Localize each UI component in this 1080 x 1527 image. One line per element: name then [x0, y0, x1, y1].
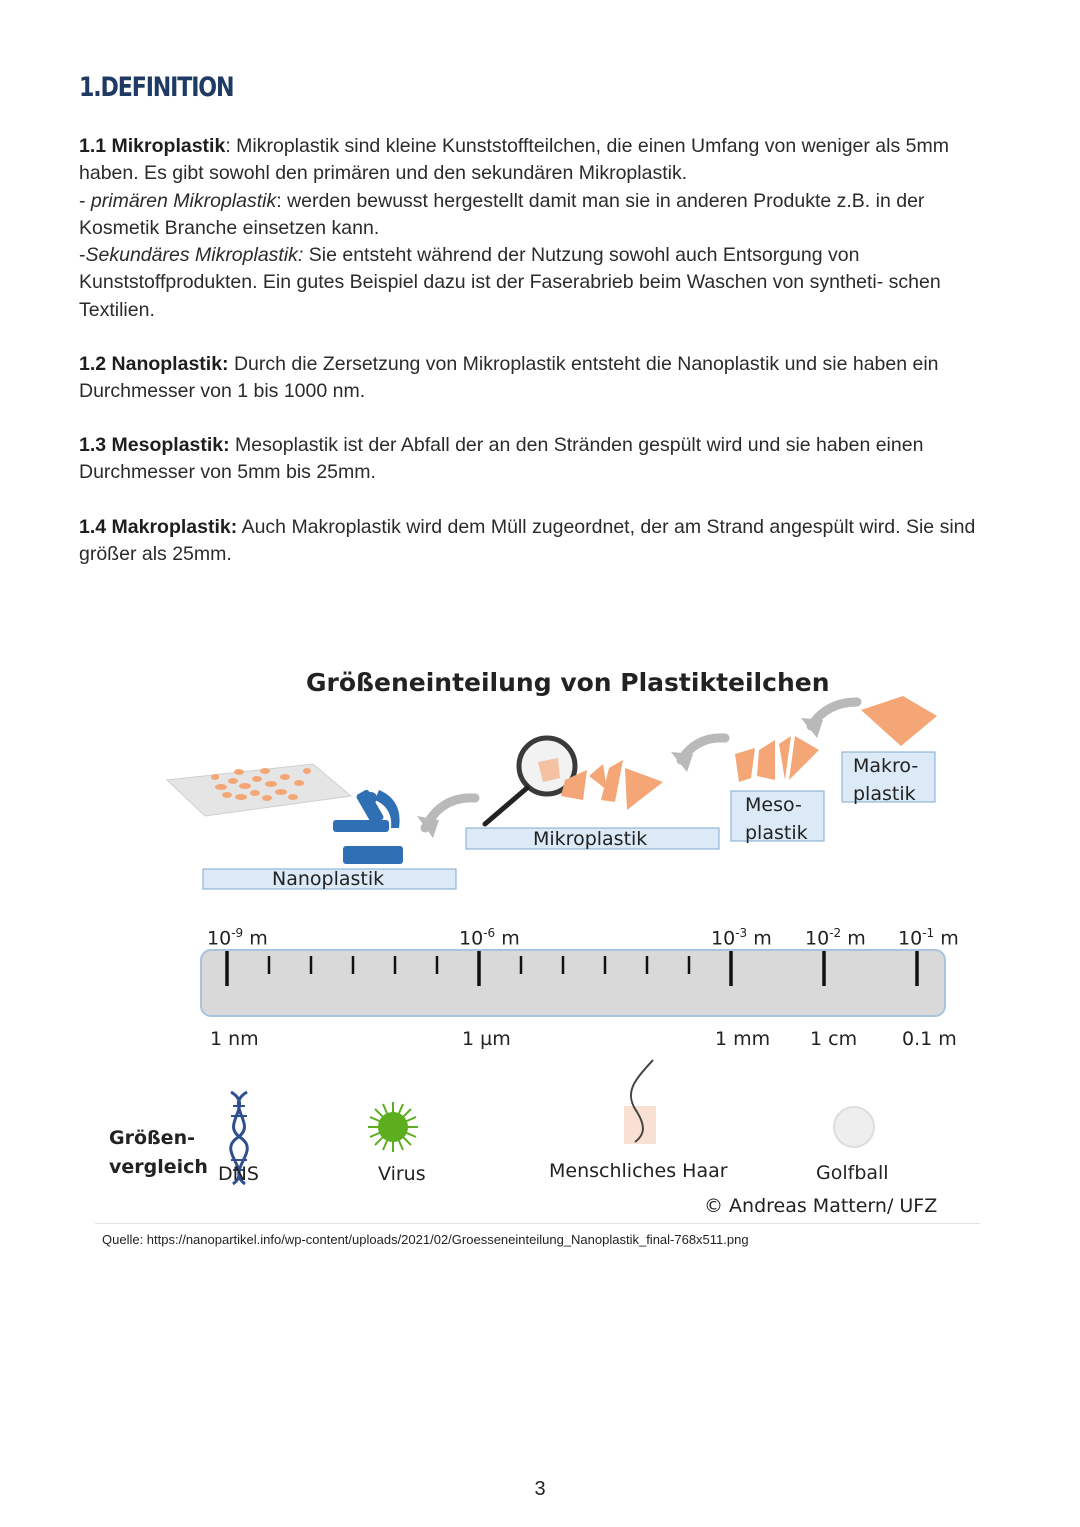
figure-credit: © Andreas Mattern/ UFZ [704, 1195, 938, 1217]
page-number: 3 [534, 1478, 546, 1500]
term-primaer: primären Mikroplastik [90, 189, 277, 212]
figure-divider [95, 1223, 980, 1224]
hair-label: Menschliches Haar [549, 1160, 728, 1182]
virus-icon [368, 1102, 418, 1152]
scale-label-top: $10^{-6}$ m [459, 926, 520, 950]
dns-label: DNS [218, 1163, 259, 1185]
nanoplastik-label: Nanoplastik [272, 868, 385, 890]
primaer-text: : werden bewusst hergestellt damit man sie in anderen Produkte z.B. in der Kosmetik Branche einsetzen kann. [79, 189, 925, 239]
definition-mikroplastik: 1.1 Mikroplastik: Mikroplastik sind kleine Kunststoffteilchen, die einen Umfang von weniger als 5mm haben. Es gibt sowohl den primären und den sekundären Mikroplastik. - primären Mikroplastik: werden bewusst hergestellt damit man sie in anderen Produkte z.B. in der Kosmetik Branche einsetzen kann. -Sekundäres Mikroplastik: Sie entsteht während der Nutzung sowohl auch Entsorgung von Kunststoffprodukten. Ein gutes Beispiel dazu ist der Faserabrieb beim Waschen von syntheti- schen Textilien. [79, 135, 949, 321]
definition-makroplastik: 1.4 Makroplastik: Auch Makroplastik wird dem Müll zugeordnet, der am Strand angespült wird. Sie sind größer als 25mm. [79, 516, 976, 566]
mikroplastik-text: : Mikroplastik sind kleine Kunststoffteilchen, die einen Umfang von weniger als 5mm haben. Es gibt sowohl den primären und den sekundären Mikroplastik. [79, 135, 949, 185]
scale-label-top: $10^{-1}$ m [898, 926, 959, 950]
size-classification-figure [95, 640, 985, 1240]
scale-label-top: $10^{-9}$ m [207, 926, 268, 950]
golfball-icon [834, 1107, 874, 1147]
image-source: Quelle: https://nanopartikel.info/wp-content/uploads/2021/02/Groesseneinteilung_Nanoplastik_final-768x511.png [102, 1232, 749, 1247]
microscope-icon [333, 789, 403, 864]
definition-nanoplastik: 1.2 Nanoplastik: Durch die Zersetzung von Mikroplastik entsteht die Nanoplastik und sie haben ein Durchmesser von 1 bis 1000 nm. [79, 353, 939, 403]
scale-bar [201, 950, 945, 1016]
mikroplastik-label: Mikroplastik [533, 828, 648, 850]
definition-mesoplastik: 1.3 Mesoplastik: Mesoplastik ist der Abfall der an den Stränden gespült wird und sie haben einen Durchmesser von 5mm bis 25mm. [79, 434, 924, 484]
figure-title: Größeneinteilung von Plastikteilchen [306, 668, 830, 697]
section-heading: 1.DEFINITION [79, 72, 234, 103]
scale-label-bottom: 1 mm [715, 1028, 771, 1050]
comparison-heading: Größen- vergleich [109, 1127, 208, 1178]
term-mikroplastik: 1.1 Mikroplastik [79, 135, 226, 157]
scale-label-bottom: 1 cm [810, 1028, 858, 1050]
scale-label-bottom: 0.1 m [902, 1028, 957, 1050]
virus-label: Virus [378, 1163, 426, 1185]
term-sekundaer: Sekundäres Mikroplastik: [85, 244, 304, 267]
scale-label-top: $10^{-2}$ m [805, 926, 866, 950]
sekundaer-text: Sie entsteht während der Nutzung sowohl auch Entsorgung von Kunststoffprodukten. Ein gutes Beispiel dazu ist der Faserabrieb beim Waschen von syntheti- schen Textilien. [79, 244, 941, 321]
scale-label-bottom: 1 nm [210, 1028, 259, 1050]
nanoplastic-sheet [167, 764, 351, 816]
makroplastik-label: Makro- plastik [853, 755, 919, 805]
mesoplastic-fragments-icon [735, 736, 819, 782]
golfball-label: Golfball [816, 1162, 889, 1184]
makroplastic-piece-icon [861, 696, 937, 746]
scale-label-top: $10^{-3}$ m [711, 926, 772, 950]
mesoplastik-label: Meso- plastik [745, 794, 808, 844]
scale-label-bottom: 1 µm [462, 1028, 511, 1050]
